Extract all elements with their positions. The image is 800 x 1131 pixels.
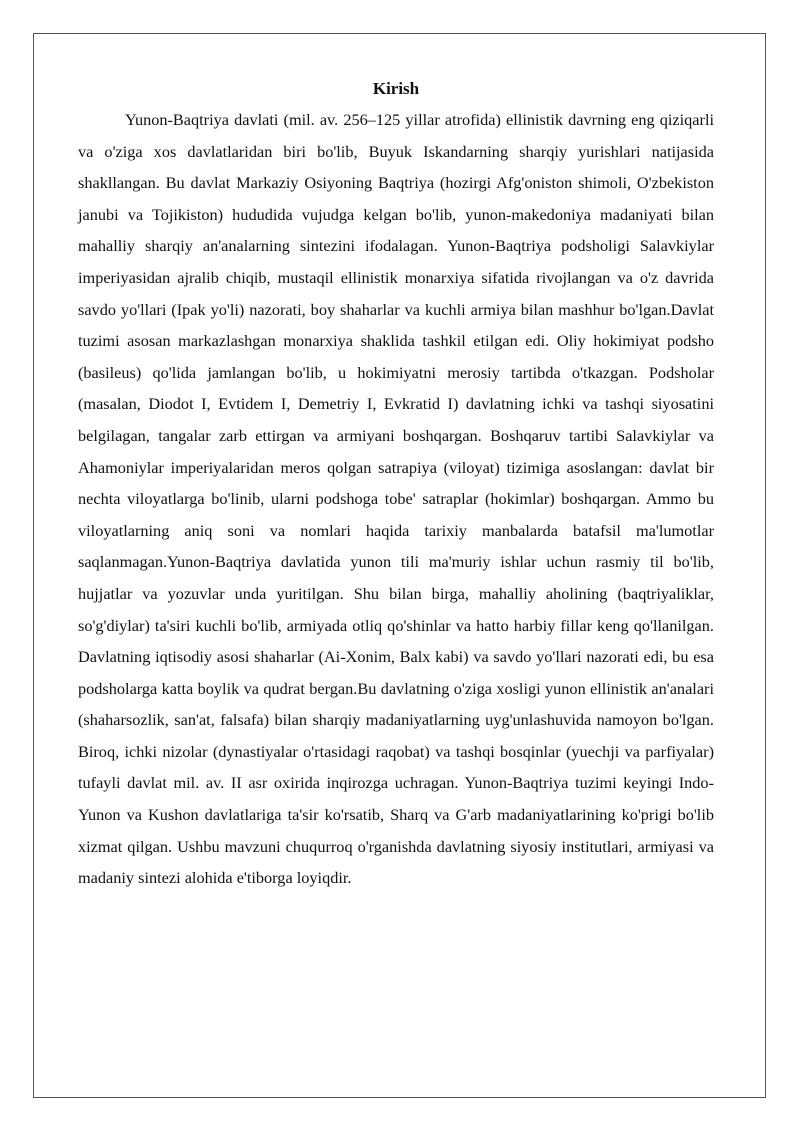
- document-page: [33, 33, 766, 1098]
- section-heading: Kirish: [372, 79, 420, 98]
- page-content: [78, 74, 714, 894]
- body-paragraph: Yunon-Baqtriya davlati (mil. av. 256–125 yillar atrofida) ellinistik davrning eng qiziqarli va o'ziga xos davlatlaridan biri bo'lib, Buyuk Iskandarning sharqiy yurishlari natijasida shakllangan. Bu davlat Markaziy Osiyoning Baqtriya (hozirgi Afg'oniston shimoli, O'zbekiston janubi va Tojikiston) hududida vujudga kelgan bo'lib, yunon-makedoniya madaniyati bilan mahalliy sharqiy an'analarning sintezini ifodalagan. Yunon-Baqtriya podsholigi Salavkiylar imperiyasidan ajralib chiqib, mustaqil ellinistik monarxiya sifatida rivojlangan va o'z davrida savdo yo'llari (Ipak yo'li) nazorati, boy shaharlar va kuchli armiya bilan mashhur bo'lgan.Davlat tuzimi asosan markazlashgan monarxiya shaklida tashkil etilgan edi. Oliy hokimiyat podsho (basileus) qo'lida jamlangan bo'lib, u hokimiyatni merosiy tartibda o'tkazgan. Podsholar (masalan, Diodot I, Evtidem I, Demetriy I, Evkratid I) davlatning ichki va tashqi siyosatini belgilagan, tangalar zarb ettirgan va armiyani boshqargan. Boshqaruv tartibi Salavkiylar va Ahamoniylar imperiyalaridan meros qolgan satrapiya (viloyat) tizimiga asoslangan: davlat bir nechta viloyatlarga bo'linib, ularni podshoga tobe' satraplar (hokimlar) boshqargan. Ammo bu viloyatlarning aniq soni va nomlari haqida tarixiy manbalarda batafsil ma'lumotlar saqlanmagan.Yunon-Baqtriya davlatida yunon tili ma'muriy ishlar uchun rasmiy til bo'lib, hujjatlar va yozuvlar unda yuritilgan. Shu bilan birga, mahalliy aholining (baqtriyaliklar, so'g'diylar) ta'siri kuchli bo'lib, armiyada otliq qo'shinlar va hatto harbiy fillar keng qo'llanilgan. Davlatning iqtisodiy asosi shaharlar (Ai-Xonim, Balx kabi) va savdo yo'llari nazorati edi, bu esa podsholarga katta boylik va qudrat bergan.Bu davlatning o'ziga xosligi yunon ellinistik an'analari (shaharsozlik, san'at, falsafa) bilan sharqiy madaniyatlarning uyg'unlashuvida namoyon bo'lgan. Biroq, ichki nizolar (dynastiyalar o'rtasidagi raqobat) va tashqi bosqinlar (yuechji va parfiyalar) tufayli davlat mil. av. II asr oxirida inqirozga uchragan. Yunon-Baqtriya tuzimi keyingi Indo-Yunon va Kushon davlatlariga ta'sir ko'rsatib, Sharq va G'arb madaniyatlarining ko'prigi bo'lib xizmat qilgan. Ushbu mavzuni chuqurroq o'rganishda davlatning siyosiy institutlari, armiyasi va madaniy sintezi alohida e'tiborga loyiqdir.: [78, 110, 714, 888]
